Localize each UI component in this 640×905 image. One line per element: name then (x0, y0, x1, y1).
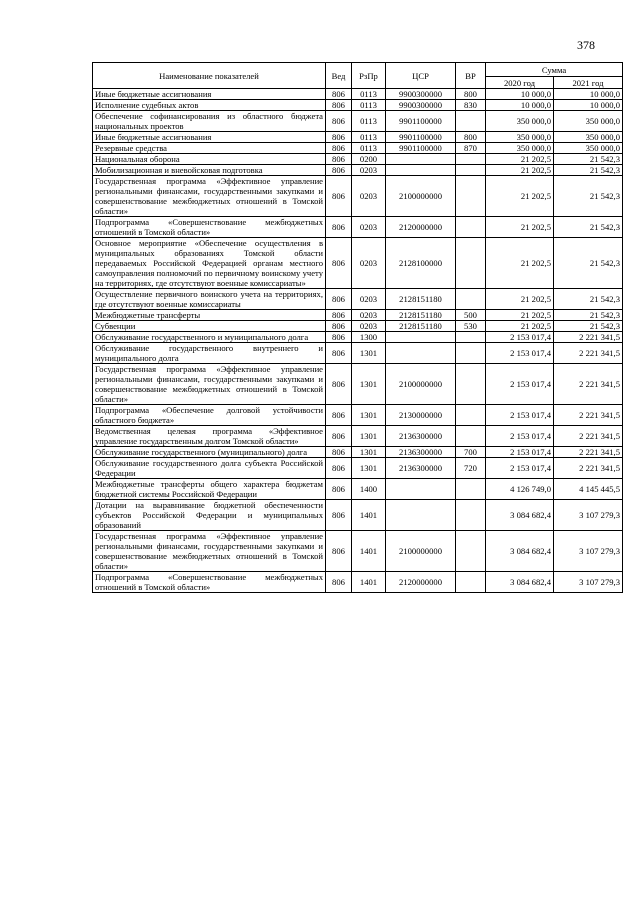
table-row (93, 132, 623, 143)
table-row (93, 321, 623, 332)
cell-rzpr: 1301 (352, 405, 386, 426)
cell-2021: 350 000,0 (554, 132, 623, 143)
cell-vr: 830 (456, 100, 486, 111)
cell-2021: 2 221 341,5 (554, 458, 623, 479)
cell-2021: 3 107 279,3 (554, 531, 623, 572)
cell-ved: 806 (326, 289, 352, 310)
cell-2021: 4 145 445,5 (554, 479, 623, 500)
cell-2020: 2 153 017,4 (486, 458, 554, 479)
cell-2021: 2 221 341,5 (554, 426, 623, 447)
cell-vr: 530 (456, 321, 486, 332)
cell-2021: 350 000,0 (554, 143, 623, 154)
cell-name: Государственная программа «Эффективное управление региональными финансами, государственными закупками и совершенствование межбюджетных отношений в Томской области» (93, 364, 326, 405)
cell-2021: 2 221 341,5 (554, 364, 623, 405)
cell-2020: 21 202,5 (486, 176, 554, 217)
cell-name: Иные бюджетные ассигнования (93, 132, 326, 143)
cell-rzpr: 0113 (352, 132, 386, 143)
table-row (93, 531, 623, 572)
cell-ved: 806 (326, 143, 352, 154)
cell-2021: 21 542,3 (554, 176, 623, 217)
table-row (93, 447, 623, 458)
cell-csr: 2128100000 (386, 238, 456, 289)
cell-ved: 806 (326, 500, 352, 531)
cell-csr: 2128151180 (386, 289, 456, 310)
cell-csr: 2128151180 (386, 321, 456, 332)
cell-ved: 806 (326, 132, 352, 143)
cell-rzpr: 1301 (352, 458, 386, 479)
cell-2021: 21 542,3 (554, 217, 623, 238)
cell-2020: 3 084 682,4 (486, 572, 554, 593)
cell-csr: 2136300000 (386, 458, 456, 479)
cell-name: Осуществление первичного воинского учета на территориях, где отсутствуют военные комиссариаты (93, 289, 326, 310)
cell-csr: 9901100000 (386, 143, 456, 154)
cell-ved: 806 (326, 154, 352, 165)
cell-rzpr: 0203 (352, 289, 386, 310)
budget-table (92, 62, 623, 593)
cell-2021: 2 221 341,5 (554, 343, 623, 364)
cell-2021: 2 221 341,5 (554, 447, 623, 458)
cell-ved: 806 (326, 100, 352, 111)
cell-2020: 350 000,0 (486, 143, 554, 154)
cell-ved: 806 (326, 364, 352, 405)
cell-vr (456, 217, 486, 238)
cell-2021: 21 542,3 (554, 310, 623, 321)
table-row (93, 364, 623, 405)
header-csr: ЦСР (386, 63, 456, 89)
cell-vr: 500 (456, 310, 486, 321)
cell-ved: 806 (326, 405, 352, 426)
cell-2021: 3 107 279,3 (554, 500, 623, 531)
cell-ved: 806 (326, 572, 352, 593)
table-header (93, 63, 623, 89)
cell-2020: 21 202,5 (486, 154, 554, 165)
cell-rzpr: 0200 (352, 154, 386, 165)
cell-csr: 2100000000 (386, 364, 456, 405)
cell-rzpr: 1300 (352, 332, 386, 343)
cell-ved: 806 (326, 310, 352, 321)
cell-vr (456, 343, 486, 364)
table-row (93, 426, 623, 447)
cell-name: Подпрограмма «Обеспечение долговой устойчивости областного бюджета» (93, 405, 326, 426)
table-row (93, 458, 623, 479)
cell-name: Исполнение судебных актов (93, 100, 326, 111)
cell-name: Подпрограмма «Совершенствование межбюджетных отношений в Томской области» (93, 572, 326, 593)
cell-name: Обслуживание государственного и муниципального долга (93, 332, 326, 343)
cell-csr (386, 165, 456, 176)
cell-csr (386, 154, 456, 165)
cell-2020: 2 153 017,4 (486, 447, 554, 458)
cell-name: Обслуживание государственного внутреннего и муниципального долга (93, 343, 326, 364)
cell-2020: 21 202,5 (486, 165, 554, 176)
cell-rzpr: 1301 (352, 447, 386, 458)
header-year-2021: 2021 год (554, 77, 623, 89)
cell-vr: 870 (456, 143, 486, 154)
cell-csr: 2136300000 (386, 447, 456, 458)
cell-ved: 806 (326, 343, 352, 364)
cell-vr (456, 332, 486, 343)
cell-vr (456, 154, 486, 165)
cell-csr (386, 479, 456, 500)
cell-csr (386, 332, 456, 343)
cell-csr (386, 500, 456, 531)
cell-vr (456, 364, 486, 405)
cell-rzpr: 1401 (352, 500, 386, 531)
cell-vr (456, 289, 486, 310)
cell-csr: 2130000000 (386, 405, 456, 426)
table-body (93, 89, 623, 593)
cell-name: Ведомственная целевая программа «Эффективное управление государственным долгом Томской области» (93, 426, 326, 447)
cell-2020: 2 153 017,4 (486, 343, 554, 364)
header-rzpr: РзПр (352, 63, 386, 89)
cell-2020: 350 000,0 (486, 111, 554, 132)
table-row (93, 572, 623, 593)
cell-2021: 21 542,3 (554, 154, 623, 165)
cell-2020: 21 202,5 (486, 217, 554, 238)
cell-csr: 2120000000 (386, 572, 456, 593)
table-row (93, 500, 623, 531)
cell-name: Резервные средства (93, 143, 326, 154)
header-name: Наименование показателей (93, 63, 326, 89)
cell-rzpr: 0203 (352, 321, 386, 332)
cell-name: Государственная программа «Эффективное управление региональными финансами, государственными закупками и совершенствование межбюджетных отношений в Томской области» (93, 176, 326, 217)
table-row (93, 310, 623, 321)
cell-2020: 3 084 682,4 (486, 531, 554, 572)
cell-ved: 806 (326, 426, 352, 447)
cell-ved: 806 (326, 111, 352, 132)
cell-2020: 2 153 017,4 (486, 405, 554, 426)
table-row (93, 100, 623, 111)
cell-rzpr: 0203 (352, 165, 386, 176)
cell-name: Обслуживание государственного долга субъекта Российской Федерации (93, 458, 326, 479)
cell-2021: 10 000,0 (554, 100, 623, 111)
table-row (93, 332, 623, 343)
cell-rzpr: 1401 (352, 531, 386, 572)
cell-ved: 806 (326, 479, 352, 500)
cell-2021: 2 221 341,5 (554, 405, 623, 426)
cell-2021: 10 000,0 (554, 89, 623, 100)
cell-name: Обеспечение софинансирования из областного бюджета национальных проектов (93, 111, 326, 132)
cell-2021: 350 000,0 (554, 111, 623, 132)
table-row (93, 479, 623, 500)
cell-rzpr: 1400 (352, 479, 386, 500)
cell-2020: 2 153 017,4 (486, 332, 554, 343)
cell-vr (456, 238, 486, 289)
cell-2020: 10 000,0 (486, 100, 554, 111)
table-row (93, 343, 623, 364)
cell-csr: 2128151180 (386, 310, 456, 321)
table-row (93, 217, 623, 238)
cell-2021: 21 542,3 (554, 321, 623, 332)
cell-vr (456, 176, 486, 217)
cell-2020: 21 202,5 (486, 310, 554, 321)
table-row (93, 289, 623, 310)
cell-csr: 9901100000 (386, 132, 456, 143)
cell-ved: 806 (326, 217, 352, 238)
cell-name: Дотации на выравнивание бюджетной обеспеченности субъектов Российской Федерации и муниципальных образований (93, 500, 326, 531)
cell-csr: 2120000000 (386, 217, 456, 238)
cell-rzpr: 0203 (352, 217, 386, 238)
cell-2020: 21 202,5 (486, 238, 554, 289)
cell-name: Субвенции (93, 321, 326, 332)
cell-2020: 21 202,5 (486, 321, 554, 332)
table-row (93, 89, 623, 100)
cell-2020: 10 000,0 (486, 89, 554, 100)
header-vr: ВР (456, 63, 486, 89)
cell-name: Межбюджетные трансферты (93, 310, 326, 321)
cell-ved: 806 (326, 458, 352, 479)
table-row (93, 111, 623, 132)
cell-vr: 800 (456, 89, 486, 100)
cell-vr: 800 (456, 132, 486, 143)
cell-name: Межбюджетные трансферты общего характера бюджетам бюджетной системы Российской Федерации (93, 479, 326, 500)
header-ved: Вед (326, 63, 352, 89)
cell-vr (456, 531, 486, 572)
cell-2021: 21 542,3 (554, 165, 623, 176)
cell-2020: 4 126 749,0 (486, 479, 554, 500)
cell-rzpr: 1301 (352, 364, 386, 405)
cell-vr (456, 479, 486, 500)
table-row (93, 165, 623, 176)
cell-rzpr: 0113 (352, 111, 386, 132)
cell-2020: 350 000,0 (486, 132, 554, 143)
cell-name: Основное мероприятие «Обеспечение осуществления в муниципальных образованиях Томской области передаваемых Российской Федерацией органам местного самоуправления полномочий по первичному воинскому учету на территориях, где отсутствуют военные комиссариаты» (93, 238, 326, 289)
cell-vr (456, 405, 486, 426)
table-row (93, 154, 623, 165)
cell-vr: 700 (456, 447, 486, 458)
cell-rzpr: 1401 (352, 572, 386, 593)
cell-name: Национальная оборона (93, 154, 326, 165)
cell-ved: 806 (326, 447, 352, 458)
cell-rzpr: 0113 (352, 100, 386, 111)
cell-rzpr: 0203 (352, 238, 386, 289)
page-number: 378 (577, 38, 595, 52)
cell-name: Обслуживание государственного (муниципального) долга (93, 447, 326, 458)
cell-ved: 806 (326, 89, 352, 100)
table-row (93, 238, 623, 289)
cell-csr: 9901100000 (386, 111, 456, 132)
cell-ved: 806 (326, 176, 352, 217)
cell-csr: 2100000000 (386, 176, 456, 217)
cell-rzpr: 1301 (352, 343, 386, 364)
cell-csr: 9900300000 (386, 89, 456, 100)
cell-csr: 9900300000 (386, 100, 456, 111)
cell-name: Мобилизационная и вневойсковая подготовка (93, 165, 326, 176)
cell-csr (386, 343, 456, 364)
header-year-2020: 2020 год (486, 77, 554, 89)
cell-ved: 806 (326, 238, 352, 289)
cell-vr (456, 572, 486, 593)
cell-vr: 720 (456, 458, 486, 479)
cell-rzpr: 1301 (352, 426, 386, 447)
cell-csr: 2136300000 (386, 426, 456, 447)
cell-name: Иные бюджетные ассигнования (93, 89, 326, 100)
cell-ved: 806 (326, 531, 352, 572)
cell-ved: 806 (326, 165, 352, 176)
cell-ved: 806 (326, 321, 352, 332)
cell-vr (456, 426, 486, 447)
cell-ved: 806 (326, 332, 352, 343)
cell-vr (456, 165, 486, 176)
cell-2020: 21 202,5 (486, 289, 554, 310)
cell-2021: 21 542,3 (554, 238, 623, 289)
cell-2020: 2 153 017,4 (486, 364, 554, 405)
header-sum: Сумма (486, 63, 623, 77)
cell-csr: 2100000000 (386, 531, 456, 572)
cell-2020: 2 153 017,4 (486, 426, 554, 447)
table-row (93, 143, 623, 154)
cell-rzpr: 0203 (352, 310, 386, 321)
cell-rzpr: 0203 (352, 176, 386, 217)
table-row (93, 405, 623, 426)
cell-2021: 3 107 279,3 (554, 572, 623, 593)
cell-rzpr: 0113 (352, 89, 386, 100)
cell-2021: 21 542,3 (554, 289, 623, 310)
cell-name: Государственная программа «Эффективное управление региональными финансами, государственными закупками и совершенствование межбюджетных отношений в Томской области» (93, 531, 326, 572)
cell-name: Подпрограмма «Совершенствование межбюджетных отношений в Томской области» (93, 217, 326, 238)
cell-vr (456, 500, 486, 531)
table-row (93, 176, 623, 217)
cell-2021: 2 221 341,5 (554, 332, 623, 343)
cell-vr (456, 111, 486, 132)
cell-2020: 3 084 682,4 (486, 500, 554, 531)
cell-rzpr: 0113 (352, 143, 386, 154)
